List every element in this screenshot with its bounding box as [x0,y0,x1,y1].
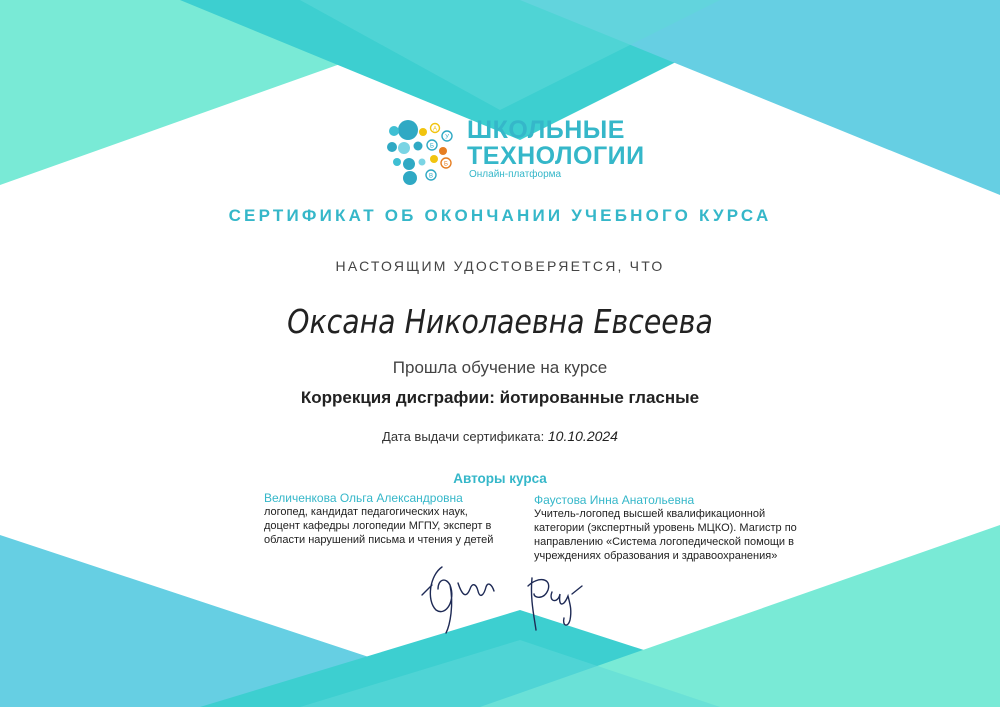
authors-heading: Авторы курса [453,471,547,486]
brand-line-2: ТЕХНОЛОГИИ [467,142,645,170]
logo-dot [419,128,427,136]
logo-letter-b2: Б [444,161,448,168]
author-name: Фаустова Инна Анатольевна [534,493,695,507]
issue-date-row [0,428,1000,444]
author-desc-line: учреждениях образования и здравоохранения» [534,550,778,562]
logo-dot [398,120,418,140]
brand-wordmark [467,117,645,180]
author-desc-line: Учитель-логопед высшей квалификационной [534,508,766,520]
certificate-title: СЕРТИФИКАТ ОБ ОКОНЧАНИИ УЧЕБНОГО КУРСА [228,206,772,225]
issue-date-value: 10.10.2024 [547,428,618,444]
author-description [264,505,524,547]
author-card [534,493,824,563]
logo-letter-b1: Б [430,143,434,150]
attest-text: НАСТОЯЩИМ УДОСТОВЕРЯЕТСЯ, ЧТО [335,258,665,274]
logo-letter-u: У [445,134,449,141]
logo-dot [389,126,399,136]
logo-dot [403,158,415,170]
logo-dot [387,142,397,152]
logo-dot [398,142,410,154]
logo-dot [439,147,447,155]
author-description [534,507,824,563]
logo-dot [403,171,417,185]
issue-date-label: Дата выдачи сертификата: [382,429,545,444]
brand-line-1: ШКОЛЬНЫЕ [467,116,625,144]
logo-icon [386,117,466,189]
brand-subtitle: Онлайн-платформа [469,169,562,180]
course-title: Коррекция дисграфии: йотированные гласные [300,388,700,407]
author-card [264,491,524,547]
author-desc-line: доцент кафедры логопедии МГПУ, эксперт в [264,520,492,532]
signature-1 [420,555,510,635]
logo-letter-v: В [428,173,434,180]
signature-2 [518,568,598,638]
author-desc-line: области нарушений письма и чтения у детей [264,534,494,546]
author-desc-line: логопед, кандидат педагогических наук, [264,506,468,518]
logo-dot [419,159,426,166]
author-name: Величенкова Ольга Александровна [264,491,463,505]
passed-text: Прошла обучение на курсе [392,358,608,377]
author-desc-line: направлению «Система логопедической помощи в [534,536,794,548]
logo-dot [393,158,401,166]
logo-letter-a: А [432,126,438,133]
recipient-name: Оксана Николаевна Евсеева [287,302,713,341]
logo-dot [414,142,423,151]
author-desc-line: категории (экспертный уровень МЦКО). Магистр по [534,522,797,534]
logo-dot [430,155,438,163]
